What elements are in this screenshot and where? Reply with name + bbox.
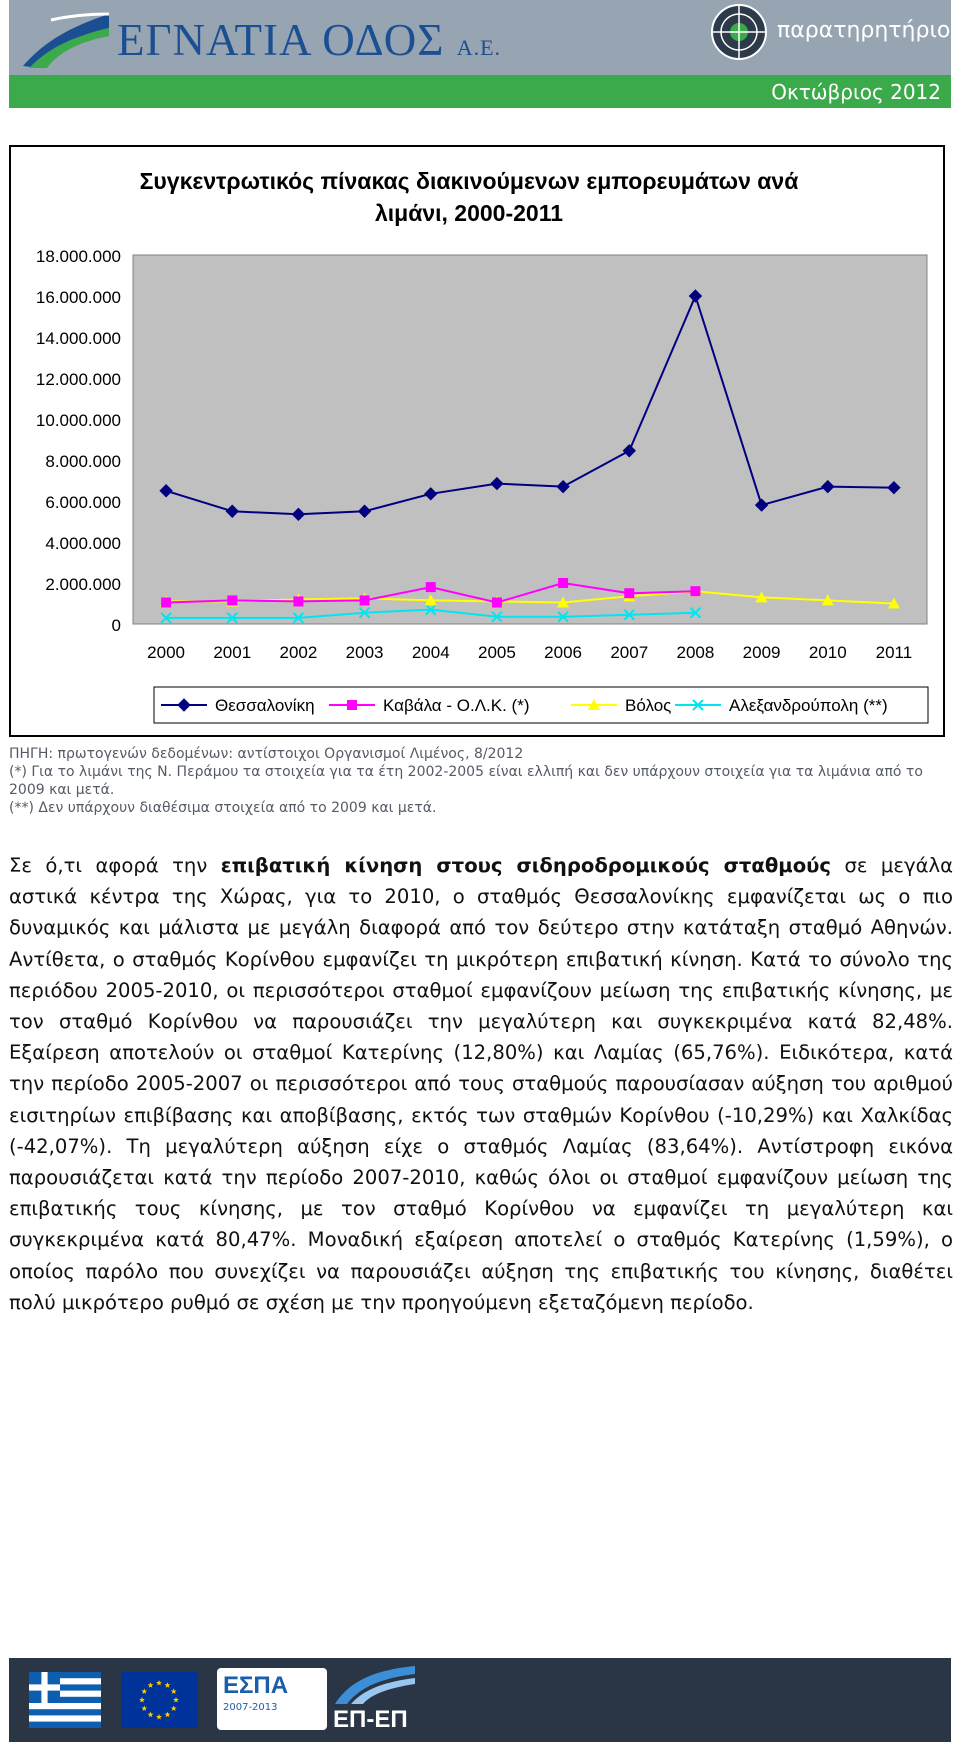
chart-container	[9, 145, 945, 737]
x-tick-label: 2001	[213, 643, 252, 662]
greek-flag-icon	[29, 1672, 101, 1728]
x-tick-label: 2000	[147, 643, 185, 662]
observatory-target-icon	[709, 2, 769, 62]
x-tick-label: 2011	[875, 643, 913, 662]
eu-flag-icon	[121, 1672, 197, 1728]
egnatia-logo-text: ΕΓΝΑΤΙΑ ΟΔΟΣ Α.Ε.	[117, 15, 502, 65]
page-header	[9, 0, 951, 108]
x-tick-label: 2002	[279, 643, 318, 662]
x-tick-label: 2004	[411, 643, 450, 662]
egnatia-logo	[21, 6, 502, 70]
epep-logo	[329, 1662, 419, 1738]
x-tick-label: 2008	[676, 643, 715, 662]
data-point-square	[690, 586, 700, 596]
data-point-square	[624, 588, 634, 598]
x-tick-label: 2007	[610, 643, 649, 662]
y-tick-label: 14.000.000	[35, 329, 121, 348]
body-text-bold: επιβατική κίνηση στους σιδηροδρομικούς σταθμούς	[220, 854, 832, 877]
section-title: παρατηρητήριο	[777, 18, 951, 43]
plot-area	[133, 255, 927, 624]
page-footer	[9, 1658, 951, 1742]
legend-label: Αλεξανδρούπολη (**)	[729, 696, 888, 715]
data-point-square	[161, 597, 171, 607]
legend-label: Καβάλα - Ο.Λ.Κ. (*)	[383, 696, 530, 715]
y-tick-label: 16.000.000	[35, 288, 121, 307]
data-point-square	[293, 596, 303, 606]
body-paragraph	[9, 850, 953, 1318]
x-tick-label: 2009	[742, 643, 781, 662]
body-text-rest: σε μεγάλα αστικά κέντρα της Χώρας, για το 2010, ο σταθμός Θεσσαλονίκης εμφανίζεται ως ο πιο δυναμικός και μάλιστα με μεγάλη διαφορά από τον δεύτερο στην κατάταξη σταθμό Αθηνών. Αντίθετα, ο σταθμός Κορίνθου εμφανίζει τη μικρότερη επιβατική κίνηση. Κατά το σύνολο της περιόδου 2005-2010, οι περισσότεροι σταθμοί εμφανίζουν μείωση της επιβατικής κίνησης, με τον σταθμό Κορίνθου να παρουσιάζει την μεγαλύτερη και συγκεκριμένα κατά 82,48%. Εξαίρεση αποτελούν οι σταθμοί Κατερίνης (12,80%) και Λαμίας (65,76%). Ειδικότερα, κατά την περίοδο 2005-2007 οι περισσότεροι από τους σταθμούς παρουσίασαν αύξηση του αριθμού εισιτηρίων επιβίβασης και αποβίβασης, εκτός των σταθμών Κορίνθου (-10,29%) και Χαλκίδας (-42,07%). Τη μεγαλύτερη αύξηση είχε ο σταθμός Λαμίας (83,64%). Αντίστροφη εικόνα παρουσιάζεται κατά την περίοδο 2007-2010, καθώς όλοι οι σταθμοί εμφανίζουν μείωση της επιβατικής τους κίνησης, με τον σταθμό Κορίνθου να εμφανίζει τη μεγαλύτερη και συγκεκριμένα κατά 80,47%. Μοναδική εξαίρεση αποτελεί ο σταθμός Κατερίνης (1,59%), ο οποίος παρόλο που συνεχίζει να παρουσιάζει αύξηση της επιβατικής του κίνησης, διαθέτει πολύ μικρότερο ρυθμό σε σχέση με την προηγούμενη εξεταζόμενη περίοδο.	[9, 854, 953, 1314]
legend-label: Θεσσαλονίκη	[215, 696, 315, 715]
x-tick-label: 2010	[808, 643, 847, 662]
data-point-square	[347, 700, 357, 710]
x-tick-label: 2003	[345, 643, 384, 662]
egnatia-road-icon	[21, 6, 113, 70]
espa-logo	[217, 1668, 327, 1730]
y-tick-label: 2.000.000	[45, 575, 121, 594]
x-tick-label: 2005	[478, 643, 516, 662]
data-point-square	[492, 597, 502, 607]
espa-label: ΕΣΠΑ	[223, 1672, 289, 1699]
y-tick-label: 10.000.000	[35, 411, 121, 430]
source-note: ΠΗΓΗ: πρωτογενών δεδομένων: αντίστοιχοι Οργανισμοί Λιμένος, 8/2012	[9, 746, 524, 762]
footnote-kavala: (*) Για το λιμάνι της Ν. Περάμου τα στοιχεία για τα έτη 2002-2005 είναι ελλιπή και δεν υπάρχουν στοιχεία για τα λιμάνια από το 2009 και μετά.	[9, 764, 923, 798]
chart-title: Συγκεντρωτικός πίνακας διακινούμενων εμπορευμάτων ανά λιμάνι, 2000-2011	[139, 168, 799, 226]
data-point-square	[426, 582, 436, 592]
epep-road-icon	[329, 1662, 419, 1706]
body-text-intro: Σε ό,τι αφορά την	[9, 854, 221, 877]
y-tick-label: 0	[111, 616, 121, 635]
espa-years: 2007-2013	[223, 1702, 278, 1713]
legend-label: Βόλος	[625, 696, 672, 715]
y-tick-label: 6.000.000	[45, 493, 121, 512]
data-point-square	[360, 595, 370, 605]
footnote-alexandroupoli: (**) Δεν υπάρχουν διαθέσιμα στοιχεία από το 2009 και μετά.	[9, 800, 437, 816]
x-tick-label: 2006	[544, 643, 582, 662]
data-point-square	[227, 595, 237, 605]
chart-notes	[9, 745, 944, 817]
y-tick-label: 4.000.000	[45, 534, 121, 553]
y-tick-label: 18.000.000	[35, 247, 121, 266]
y-tick-label: 12.000.000	[35, 370, 121, 389]
epep-label: ΕΠ-ΕΠ	[333, 1706, 408, 1733]
data-point-square	[558, 578, 568, 588]
issue-date: Οκτώβριος 2012	[771, 80, 941, 104]
y-tick-label: 8.000.000	[45, 452, 121, 471]
line-chart	[11, 147, 943, 735]
